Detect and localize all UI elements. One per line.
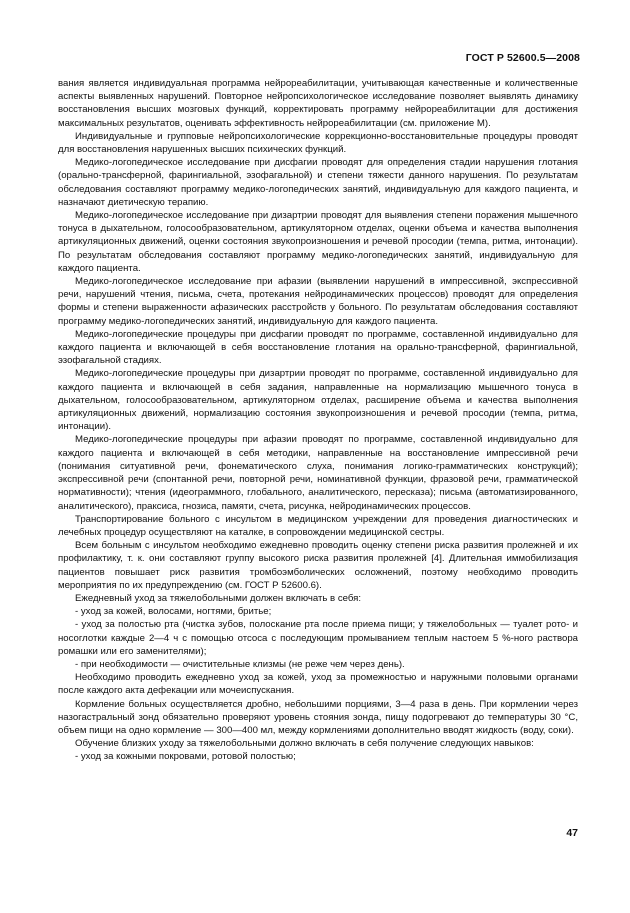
paragraph: Медико-логопедические процедуры при дисфагии проводят по программе, составленной индивидуально для каждого пациента и включающей в себя восстановление глотания на орально-трансферной, фарингиальной, эзофагальной стадиях. — [58, 328, 578, 367]
paragraph: Медико-логопедические процедуры при дизартрии проводят по программе, составленной индивидуально для каждого пациента и включающей в себя задания, направленные на нормализацию мышечного тонуса в дыхательном, голосообразовательном, артикуляторном отделах, расширение объема и качества выполнения артикуляционных движений, нормализацию состояния звукопроизношения и речевой просодии (темпа, ритма, интонации). — [58, 368, 578, 433]
paragraph: Транспортирование больного с инсультом в медицинском учреждении для проведения диагностических и лечебных процедур осуществляют на каталке, в сопровождении медицинской сестры. — [58, 513, 578, 538]
paragraph: Индивидуальные и групповые нейропсихологические коррекционно-восстановительные процедуры проводят для восстановления нарушенных высших психических функций. — [58, 130, 578, 156]
paragraph: Медико-логопедическое исследование при дисфагии проводят для определения стадии нарушения глотания (орально-трансферной, фарингиальной, эзофагальной) и степени тяжести данного нарушения. По результатам обследования составляют программу медико-логопедических занятий, индивидуальную для каждого пациента, и назначают диетическую терапию. — [58, 157, 578, 208]
paragraph: Кормление больных осуществляется дробно, небольшими порциями, 3—4 раза в день. При кормлении через назогастральный зонд обязательно проверяют уровень стояния зонда, пищу подогревают до температуры 30 °С, объем пищи на одно кормление — 300—400 мл, между кормлениями дополнительно вводят жидкость (воду, соки). — [58, 698, 578, 736]
page-number: 47 — [566, 827, 578, 839]
list-item: - уход за полостью рта (чистка зубов, полоскание рта после приема пищи; у тяжелобольных — туалет рото- и носоглотки каждые 2—4 ч с помощью отсоса с последующим промыванием теплым настоем 5 %-ного раствора ромашки или его заменителями); — [58, 619, 578, 657]
paragraph: Медико-логопедическое исследование при афазии (выявлении нарушений в импрессивной, экспрессивной речи, нарушений чтения, письма, счета, протекания нейродинамических процессов) проводят для определения формы и степени выраженности афазических расстройств у больного. По результатам обследования составляют программу медико-логопедических занятий, индивидуальную для каждого пациента. — [58, 276, 578, 327]
paragraph: Необходимо проводить ежедневно уход за кожей, уход за промежностью и наружными половыми органами после каждого акта дефекации или мочеиспускания. — [58, 672, 578, 697]
paragraph: вания является индивидуальная программа нейрореабилитации, учитывающая качественные и количественные аспекты выявленных нарушений. Повторное нейропсихологическое исследование позволяет выявлять динамику восстановления высших мозговых функций, корректировать программу нейрореабилитации для достижения максимальных результатов, оценивать эффективность нейрореабилитации (см. приложение М). — [58, 78, 578, 129]
paragraph: Медико-логопедическое исследование при дизартрии проводят для выявления степени поражения мышечного тонуса в дыхательном, голосообразовательном, артикуляторном отделах, оценки объема и качества выполнения артикуляционных движений, оценки состояния звукопроизношения и речевой просодии (темпа, ритма, интонации). По результатам обследования составляют программу медико-логопедических занятий, индивидуальную для каждого пациента. — [58, 210, 578, 274]
paragraph: Ежедневный уход за тяжелобольными должен включать в себя: — [75, 592, 361, 604]
list-item: - уход за кожей, волосами, ногтями, бритье; — [75, 606, 272, 618]
paragraph: Обучение близких уходу за тяжелобольными должно включать в себя получение следующих навыков: — [75, 738, 534, 750]
list-item: - при необходимости — очистительные клизмы (не реже чем через день). — [75, 658, 405, 670]
document-body — [58, 77, 578, 764]
paragraph: Медико-логопедические процедуры при афазии проводят по программе, составленной индивидуально для каждого пациента и включающей в себя методики, направленные на восстановление импрессивной речи (понимания ситуативной речи, фонематического слуха, понимания логико-грамматических конструкций); экспрессивной речи (спонтанной речи, повторной речи, номинативной функции, фразовой речи, грамматической нормативности); чтения (идеограммного, глобального, аналитического, пересказа); письма (автоматизированного, аналитического), праксиса, гнозиса, памяти, счета, рисунка, нейродинамических процессов. — [58, 434, 578, 512]
paragraph: Всем больным с инсультом необходимо ежедневно проводить оценку степени риска развития пролежней и их профилактику, т. к. они составляют группу высокого риска развития пролежней [4]. Длительная иммобилизация пациентов повышает риск развития тромбоэмболических осложнений, поэтому необходимо проводить мероприятия по их предупреждению (см. ГОСТ Р 52600.6). — [58, 540, 578, 591]
document-header: ГОСТ Р 52600.5—2008 — [465, 52, 580, 64]
list-item: - уход за кожными покровами, ротовой полостью; — [75, 751, 296, 763]
